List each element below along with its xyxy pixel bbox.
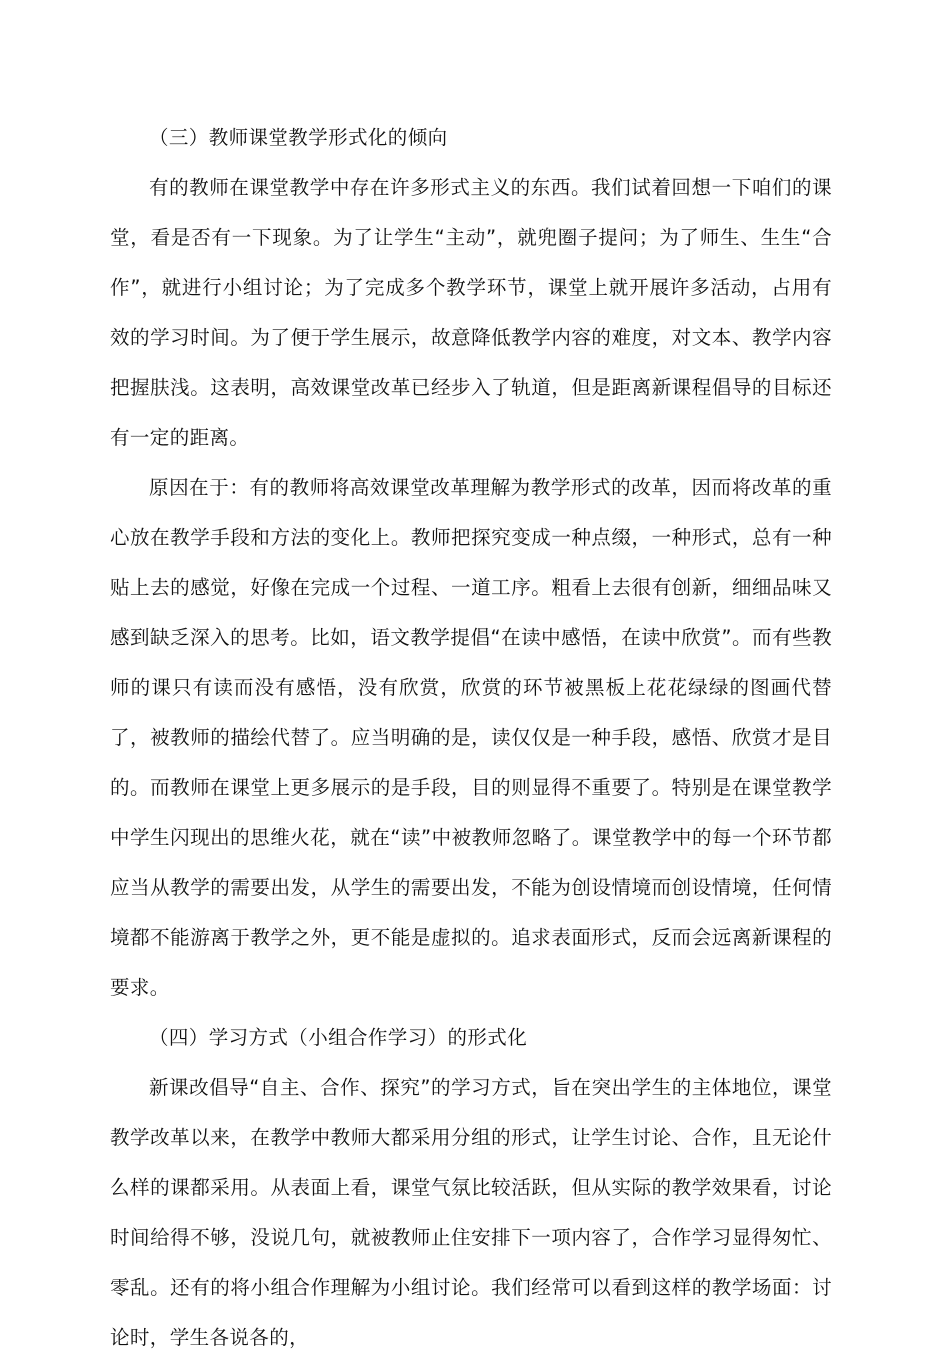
paragraph-formalism-intro: 有的教师在课堂教学中存在许多形式主义的东西。我们试着回想一下咱们的课堂，看是否有一下现象。为了让学生“主动”，就兜圈子提问；为了师生、生生“合作”，就进行小组讨论；为了完成多个教学环节，课堂上就开展许多活动，占用有效的学习时间。为了便于学生展示，故意降低教学内容的难度，对文本、教学内容把握肤浅。这表明，高效课堂改革已经步入了轨道，但是距离新课程倡导的目标还有一定的距离。 [110, 176, 832, 449]
paragraph-reasons: 原因在于：有的教师将高效课堂改革理解为教学形式的改革，因而将改革的重心放在教学手段和方法的变化上。教师把探究变成一种点缀，一种形式，总有一种贴上去的感觉，好像在完成一个过程、一道工序。粗看上去很有创新，细细品味又感到缺乏深入的思考。比如，语文教学提倡“在读中感悟，在读中欣赏”。而有些教师的课只有读而没有感悟，没有欣赏，欣赏的环节被黑板上花花绿绿的图画代替了，被教师的描绘代替了。应当明确的是，读仅仅是一种手段，感悟、欣赏才是目的。而教师在课堂上更多展示的是手段，目的则显得不重要了。特别是在课堂教学中学生闪现出的思维火花，就在“读”中被教师忽略了。课堂教学中的每一个环节都应当从教学的需要出发，从学生的需要出发，不能为创设情境而创设情境，任何情境都不能游离于教学之外，更不能是虚拟的。追求表面形式，反而会远离新课程的要求。 [110, 476, 832, 999]
section-heading-4: （四）学习方式（小组合作学习）的形式化 [149, 1026, 528, 1049]
paragraph-group-learning: 新课改倡导“自主、合作、探究”的学习方式，旨在突出学生的主体地位，课堂教学改革以来，在教学中教师大都采用分组的形式，让学生讨论、合作，且无论什么样的课都采用。从表面上看，课堂气氛比较活跃，但从实际的教学效果看，讨论时间给得不够，没说几句，就被教师止住安排下一项内容了，合作学习显得匆忙、零乱。还有的将小组合作理解为小组讨论。我们经常可以看到这样的教学场面：讨论时，学生各说各的， [110, 1076, 832, 1349]
document-body [110, 113, 832, 1363]
section-heading-3: （三）教师课堂教学形式化的倾向 [149, 126, 448, 149]
